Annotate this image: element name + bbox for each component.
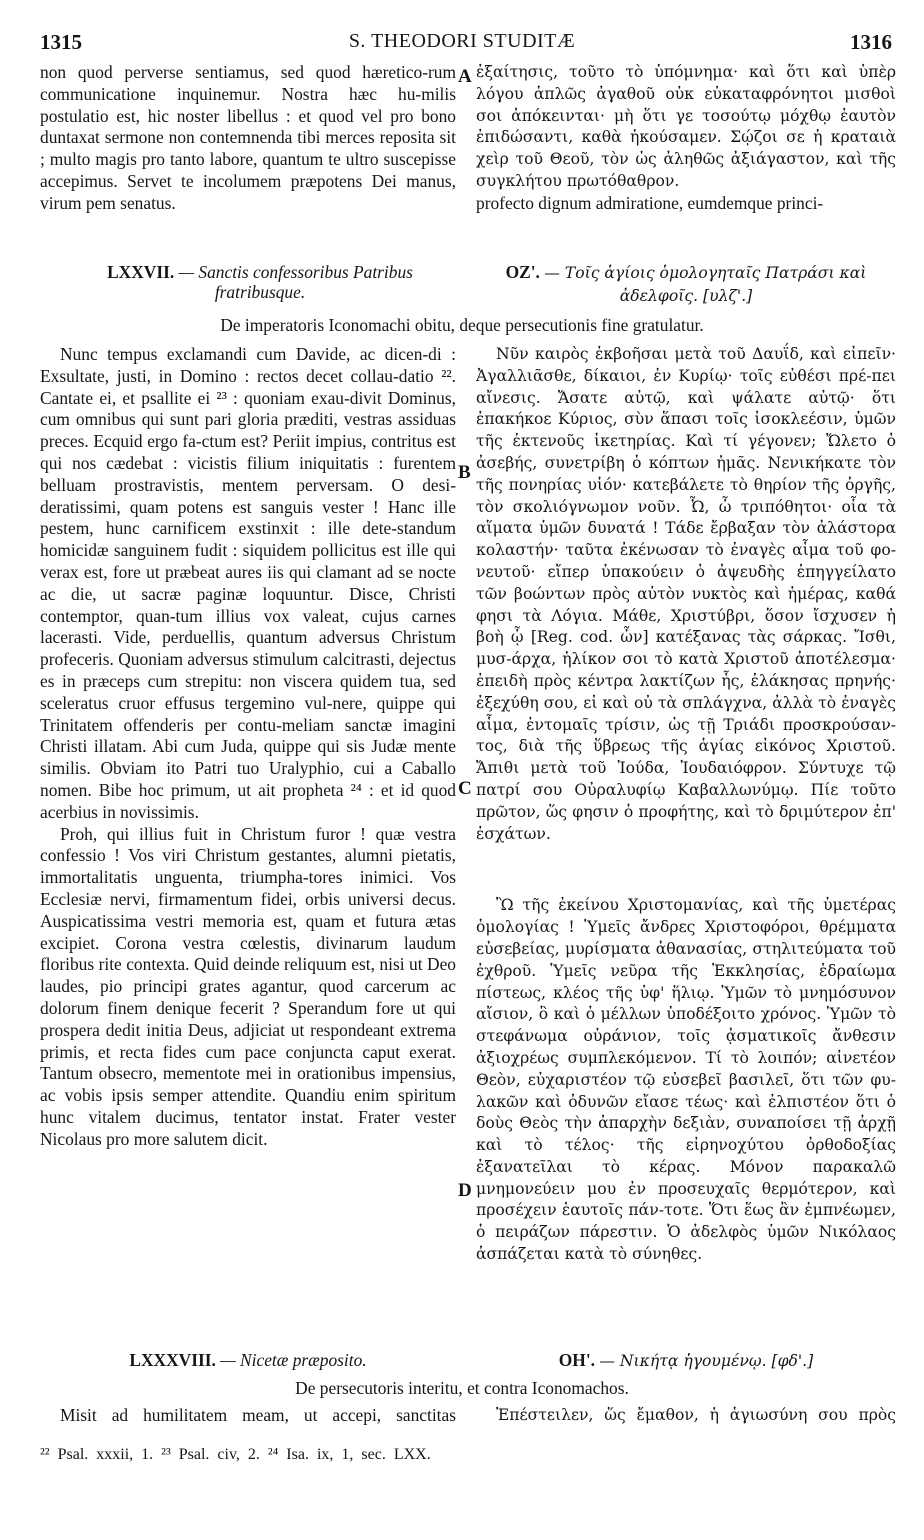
letter-78-latin-start: Misit ad humilitatem meam, ut accepi, sanctitas [60,1405,456,1425]
letter-78-latin-heading: — Nicetæ præposito. [220,1350,367,1370]
margin-mark-a: A [458,66,472,87]
letter-78-greek-title [476,1350,896,1373]
letter-78-greek-number: ΟΗ'. [558,1350,595,1370]
greek-continuation-text: ἐξαίτησις, τοῦτο τὸ ὑπόμνημα· καὶ ὅτι καὶ ὑπὲρ λόγου ἁπλῶς ἀγαθοῦ οὐκ εὐκαταφρόνητοι μισθοὶ σοι ἀπόκεινται· μὴ ὅτι γε τοσούτῳ μόχθῳ ἑαυτὸν ἐπιδώσαντι, καθὰ ἠκούσαμεν. Σῴζοι σε ἡ κραταιὰ χεὶρ τοῦ Θεοῦ, τὸν ὡς ἀληθῶς ἀξιάγαστον, καὶ τῆς συγκλήτου πρωτόθαθρον. [476,63,896,190]
margin-mark-c: C [458,778,472,799]
letter-78-greek-body [476,1405,896,1427]
letter-77-latin-number: LXXVII. [107,262,175,282]
letter-77-greek-paragraph-2: Ὢ τῆς ἐκείνου Χριστομανίας, καὶ τῆς ὑμετέρας ὁμολογίας ! Ὑμεῖς ἄνδρες Χριστοφόροι, θρέμματα εὐσεβείας, μυρίσματα ἀθανασίας, στηλιτεύματα τοῦ ἐχθροῦ. Ὑμεῖς νεῦρα τῆς Ἐκκλησίας, ἑδραίωμα πίστεως, κλέος τῆς ὑφ' ἥλιῳ. Ὑμῶν τὸ μνημόσυνον αἴσιον, ὃ καὶ ὁ μέλλων ὑποδέξοιτο χρόνος. Ὑμῶν τὸ στεφάνωμα οὐράνιον, τοῖς ᾀσματικοῖς ἄνθεσιν ἀξιοχρέως συμπλεκόμενον. Τί τὸ λοιπόν; αἰνετέον Θεὸν, εὐχαριστέον τῷ εὐσεβεῖ βασιλεῖ, ὅτι τῶν φυ-λακῶν καὶ ὀδυνῶν εἴασε τέως· καὶ ἐλπιστέον ὅτι ὁ δοὺς Θεὸς τὴν ἀπαρχὴν δεξιὰν, συναποίσει τῇ ἀρχῇ καὶ τὸ τέλος· τῆς εἰρηνοχύτου ὀρθοδοξίας ἐξανατεῖλαι τὸ κέρας. Μόνον παρακαλῶ μνημονεύειν μου ἐν προσευχαῖς θερμότερον, καὶ προσέχειν ἑαυτοῖς πάν-τοτε. Ὅτι ἕως ἂν ἐμπνέωμεν, ὁ πειράζων πάρεστιν. Ὁ ἀδελφὸς ὑμῶν Νικόλαος ἀσπάζεται κατὰ τὸ σύνηθες. [476,896,896,1264]
letter-77-latin-paragraph-1: Nunc tempus exclamandi cum Davide, ac dicen-di : Exsultate, justi, in Domino : rectos decet collau-datio ²². Cantate ei, et psallite ei ²³ : quoniam exau-divit Dominus, cum omnibus qui sunt pari gloria præditi, vestras assiduas preces. Ecquid ergo fa-ctum est? Periit impius, contritus est qui nos cædebat : vicistis filium iniquitatis : furentem belluam prostravistis, mentem perversam. O desi-deratissimi, quam potens est sanguis vester ! Hanc ille pestem, hunc carnificem exstinxit : ille dete-standum homicidæ sanguinem fudit : siquidem pollicitus est ille qui verax est, fore ut præbeat aures iis qui clamant ad se nocte ac die, ut sacræ paginæ loquuntur. Disce, Christi contemptor, quan-tum illius vox valeat, cujus carnes lacerasti. Vide, perduellis, quantum adversus Christum profeceris. Quoniam adversus stimulum calcitrasti, dejectus es in præceps cum strepitu: non viscera quidem tua, sed sceleratus cruor effusus tergemino vul-nere, quippe qui Trinitatem offenderis per contu-meliam sanctæ imagini Christi illatam. Abi cum Juda, quippe qui sis Judæ mente similis. Obviam ito Patri tuo Uralyphio, cui a Caballo nomen. Bibe hoc primum, ut ait propheta ²⁴ : et id quod acerbius in novissimis. [40,344,456,822]
latin-continuation-text: non quod perverse sentiamus, sed quod hæretico-rum communicatione inquinemur. Nostra hæc hu-milis postulatio est, hic noster libellus : et quod vel pro bono duntaxat sermone non contemnenda tibi merces reposita sit ; multo magis pro tanto labore, quantum te ultro suscepisse accepimus. Servet te incolumem præpotens Dei manus, virum pem senatus. [40,62,456,213]
running-title: S. THEODORI STUDITÆ [348,30,576,52]
letter-78-latin-number: LXXXVIII. [129,1350,216,1370]
letter-77-latin-title [62,262,458,302]
latin-continuation [40,62,456,215]
letter-77-latin-paragraph-2: Proh, qui illius fuit in Christum furor ! quæ vestra confessio ! Vos viri Christum gestantes, alumni pietatis, immortalitatis unguenta, triumpha-tores inimici. Vos Ecclesiæ nervi, firmamentum fidei, orbis universi decus. Auspicatissima vestri memoria est, quam et futura ætas excipiet. Corona vestra cœlestis, divinarum laudum floribus rite contexta. Quid deinde reliquum est, nisi ut Deo laudes, pio principi grates agantur, quod carcerum ac dolorum finem denique fecerit ? Sperandum fore ut qui prospera dedit initia Deus, adjiciat ut respondeant extrema primis, et recta fides cum pace conjuncta caput exerat. Tantum obsecro, mementote mei in orationibus impensius, ac vobis ipsis semper attendite. Quandiu enim spiritum hunc vitalem ducimus, tentator instat. Frater vester Nicolaus pro more salutem dicit. [40,823,456,1149]
page-header [0,30,924,60]
letter-78-greek-start: Ἐπέστειλεν, ὥς ἔμαθον, ἡ ἁγιωσύνη σου πρὸς [496,1406,896,1424]
greek-continuation [476,62,896,215]
greek-continuation-latin-tail: profecto dignum admiratione, eumdemque princi- [476,192,824,213]
letter-78-latin-title [40,1350,456,1370]
margin-mark-d: D [458,1180,472,1201]
page-number-left: 1315 [40,30,82,54]
letter-77-greek-number: ΟΖ'. [505,262,540,282]
letter-77-latin-heading: — Sanctis confessoribus Patribus fratribusque. [178,262,413,302]
letter-77-latin-body [40,344,456,1150]
margin-mark-b: B [458,462,471,483]
letter-78-latin-body [40,1405,456,1427]
letter-77-greek-heading: — Τοῖς ἁγίοις ὁμολογηταῖς Πατράσι καὶ ἀδελφοῖς. [υλζ'.] [544,264,867,305]
footnotes: ²² Psal. xxxii, 1. ²³ Psal. civ, 2. ²⁴ Isa. ix, 1, sec. LXX. [40,1446,431,1463]
letter-77-greek-paragraph-1: Νῦν καιρὸς ἐκβοῆσαι μετὰ τοῦ Δαυΐδ, καὶ εἰπεῖν· Ἀγαλλιᾶσθε, δίκαιοι, ἐν Κυρίῳ· τοῖς εὐθέσι πρέ-πει αἴνεσις. Ἄσατε αὐτῷ, καὶ ψάλατε αὐτῷ· ὅτι ἐπακήκοε Κύριος, σὺν ἅπασι τοῖς ἰσοκλεέσιν, ὑμῶν τῆς ἐκτενοῦς ἱκετηρίας. Καὶ τί γέγονεν; Ὤλετο ὁ ἀσεβής, συνετρίβη ὁ κόπτων ἡμᾶς. Νενικήκατε τὸν τῆς πονηρίας υἱόν· κατεβάλετε τὸ θηρίον τῆς ὀργῆς, τὸν σκολιόγνωμον νοῦν. Ὦ, ὦ τριπόθητοι· οἷα τὰ αἵματα ὑμῶν δυνατά ! Τάδε ἔρβαξαν τὸν ἀλάστορα κολαστήν· ταῦτα ἐκένωσαν τὸ ἐναγὲς αἷμα τοῦ φο-νευτοῦ· εἴπερ ὑπακούειν ὁ ἀψευδὴς ἐπηγγείλατο τῶν βοώντων πρὸς αὐτὸν νυκτὸς καὶ ἡμέρας, καθά φησι τὰ Λόγια. Μάθε, Χριστύβρι, ὅσον ἴσχυσεν ἡ βοὴ ᾧ [Reg. cod. ὧν] κατέξανας τὰς σάρκας. Ἴσθι, μυσ-άρχα, ἡλίκον σοι τὸ κατὰ Χριστοῦ ἀποτέλεσμα· ἐπειδὴ πρὸς κέντρα λακτίζων ἧς, ἐλάκησας πρηνής· ἐξεχύθη σου, εἰ καὶ οὐ τὰ σπλάγχνα, ἀλλὰ τὸ ἐναγὲς αἷμα, ἐντομαῖς τρίσιν, ὡς τῇ Τριάδι προσκρούσαν-τος, διὰ τῆς ὕβρεως τῆς ἁγίας εἰκόνος Χριστοῦ. Ἄπιθι μετὰ τοῦ Ἰούδα, Ἰουδαιόφρον. Σύντυχε τῷ πατρί σου Οὐραλυφίῳ Καβαλλωνύμῳ. Πίε τοῦτο πρῶτον, ὥς φησιν ὁ προφήτης, καὶ τὸ δριμύτερον ἐπ' ἐσχάτων. [476,345,896,843]
letter-77-greek-title [476,262,896,308]
letter-77-summary: De imperatoris Iconomachi obitu, deque persecutionis fine gratulatur. [220,315,704,335]
page-number-right: 1316 [850,30,892,54]
letter-77-greek-body [476,344,896,1266]
letter-78-greek-heading: — Νικήτᾳ ἡγουμένῳ. [φδ'.] [599,1352,814,1370]
letter-78-summary: De persecutoris interitu, et contra Iconomachos. [295,1378,629,1398]
